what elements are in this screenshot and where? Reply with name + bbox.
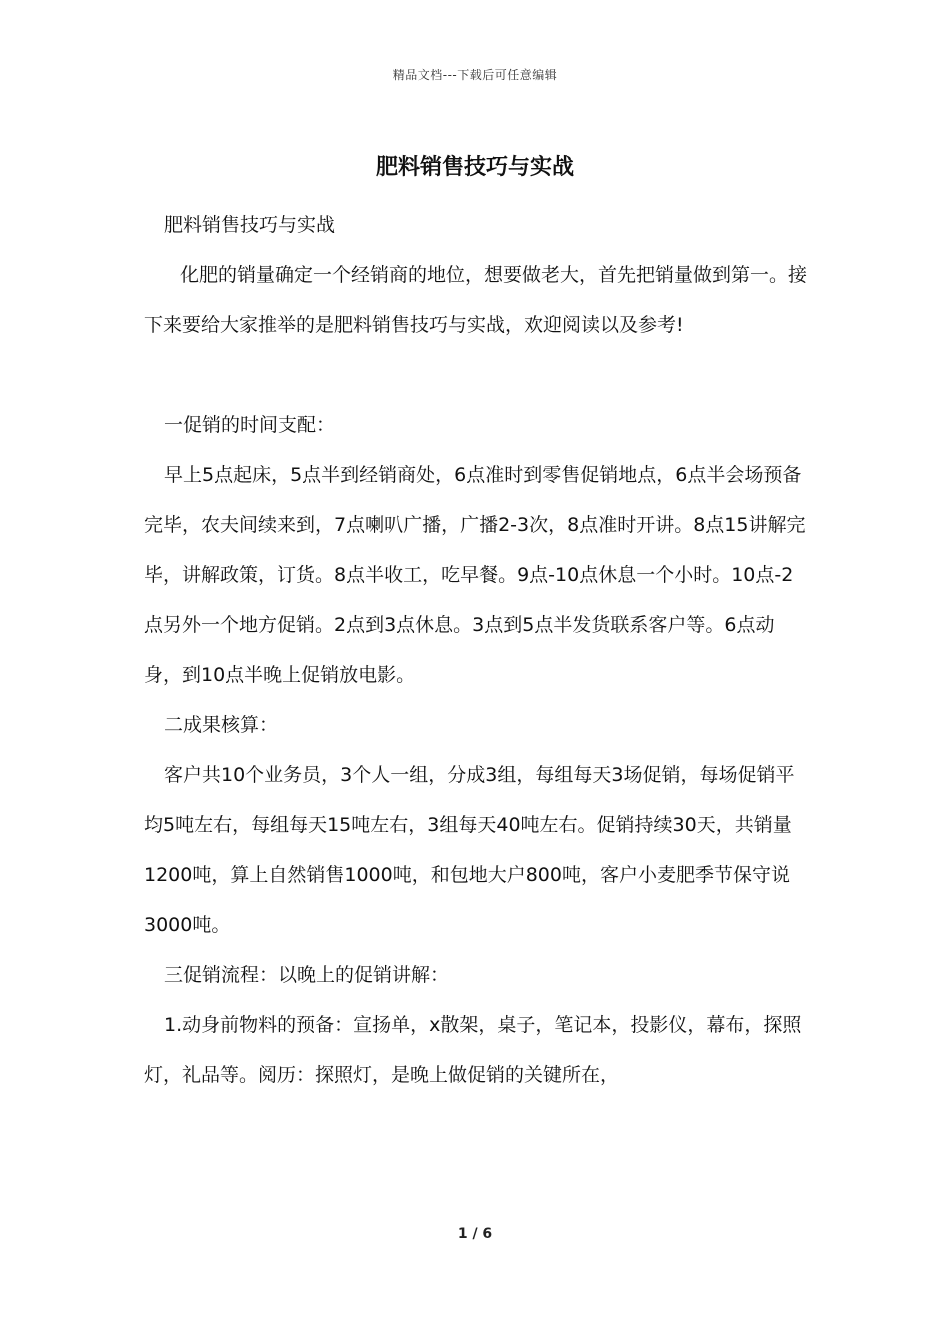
intro-paragraph: 化肥的销量确定一个经销商的地位，想要做老大，首先把销量做到第一。接下来要给大家推举的是肥料销售技巧与实战，欢迎阅读以及参考! [144, 264, 808, 336]
blank-line [144, 350, 808, 400]
section-heading-process: 三促销流程：以晚上的促销讲解： [164, 964, 450, 986]
section-heading-results: 二成果核算： [164, 714, 279, 736]
results-paragraph: 客户共10个业务员，3个人一组，分成3组，每组每天3场促销，每场促销平均5吨左右，每组每天15吨左右，3组每天40吨左右。促销持续30天，共销量1200吨，算上自然销售1000吨，和包地大户800吨，客户小麦肥季节保守说3000吨。 [144, 764, 795, 936]
section-heading-time: 一促销的时间支配： [164, 414, 336, 436]
document-title: 肥料销售技巧与实战 [375, 154, 574, 180]
subtitle-paragraph: 肥料销售技巧与实战 [164, 214, 336, 236]
materials-paragraph: 1.动身前物料的预备：宣扬单，x散架，桌子，笔记本，投影仪，幕布，探照灯，礼品等。阅历：探照灯，是晚上做促销的关键所在， [144, 1014, 802, 1086]
schedule-paragraph: 早上5点起床，5点半到经销商处，6点准时到零售促销地点，6点半会场预备完毕，农夫间续来到，7点喇叭广播，广播2-3次，8点准时开讲。8点15讲解完毕，讲解政策，订货。8点半收工，吃早餐。9点-10点休息一个小时。10点-2点另外一个地方促销。2点到3点休息。3点到5点半发货联系客户等。6点动身，到10点半晚上促销放电影。 [144, 464, 806, 686]
page-header: 精品文档---下载后可任意编辑 [392, 68, 558, 82]
document-body [144, 200, 808, 1100]
page-number: 1 / 6 [457, 1226, 493, 1242]
